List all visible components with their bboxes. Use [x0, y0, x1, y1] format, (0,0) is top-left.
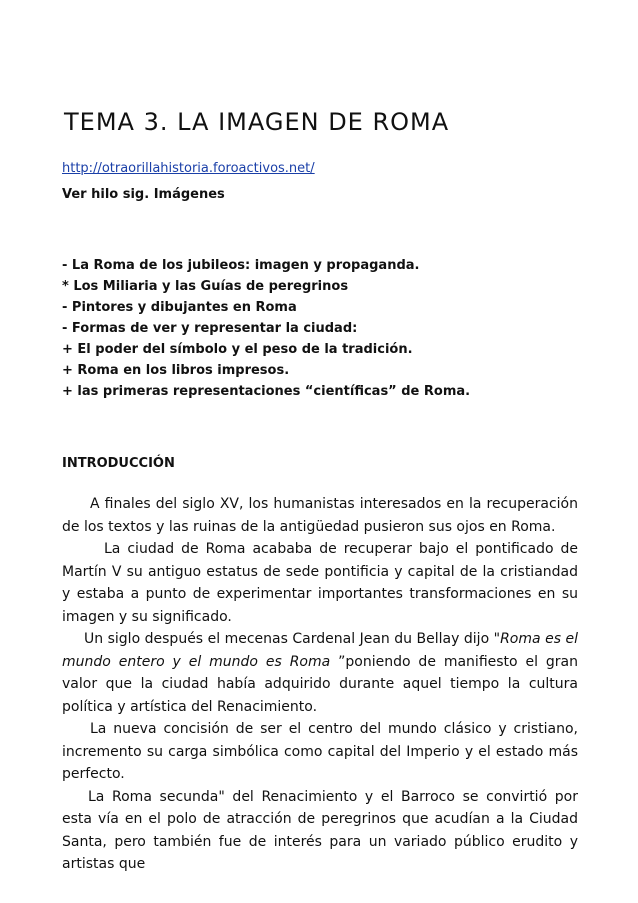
paragraph — [62, 628, 578, 718]
paragraph: La ciudad de Roma acababa de recuperar bajo el pontificado de Martín V su antiguo estatus de sede pontificia y capital de la cristiandad y estaba a punto de experimentar importantes transformaciones en su imagen y su significado. — [62, 541, 578, 625]
list-item: * Los Miliaria y las Guías de peregrinos — [62, 279, 349, 294]
section-heading: INTRODUCCIÓN — [62, 456, 175, 471]
paragraph-text: Un siglo después el mecenas Cardenal Jean du Bellay dijo " — [84, 631, 501, 647]
list-item: - Formas de ver y representar la ciudad: — [62, 321, 358, 336]
list-item: - La Roma de los jubileos: imagen y propaganda. — [62, 258, 420, 273]
paragraph-text: ”poniendo de manifiesto el gran valor que la ciudad había adquirido durante aquel tiempo la cultura política y artística del Renacimiento. — [62, 653, 578, 715]
forum-link[interactable]: http://otraorillahistoria.foroactivos.net/ — [62, 161, 315, 176]
see-thread-note: Ver hilo sig. Imágenes — [62, 187, 225, 202]
list-item: - Pintores y dibujantes en Roma — [62, 300, 297, 315]
list-item: + las primeras representaciones “científicas” de Roma. — [62, 384, 471, 399]
page-title: TEMA 3. LA IMAGEN DE ROMA — [64, 108, 450, 136]
body-text — [62, 493, 578, 876]
list-item: + Roma en los libros impresos. — [62, 363, 290, 378]
paragraph: La nueva concisión de ser el centro del mundo clásico y cristiano, incremento su carga simbólica como capital del Imperio y el estado más perfecto. — [62, 721, 578, 782]
topic-list — [62, 255, 470, 402]
list-item: + El poder del símbolo y el peso de la tradición. — [62, 342, 413, 357]
quote-text: Roma es el mundo entero y el mundo es Roma — [62, 631, 578, 670]
paragraph: A finales del siglo XV, los humanistas interesados en la recuperación de los textos y las ruinas de la antigüedad pusieron sus ojos en Roma. — [62, 496, 578, 535]
paragraph: La Roma secunda" del Renacimiento y el Barroco se convirtió por esta vía en el polo de atracción de peregrinos que acudían a la Ciudad Santa, pero también fue de interés para un variado público erudito y artistas que — [62, 788, 578, 872]
